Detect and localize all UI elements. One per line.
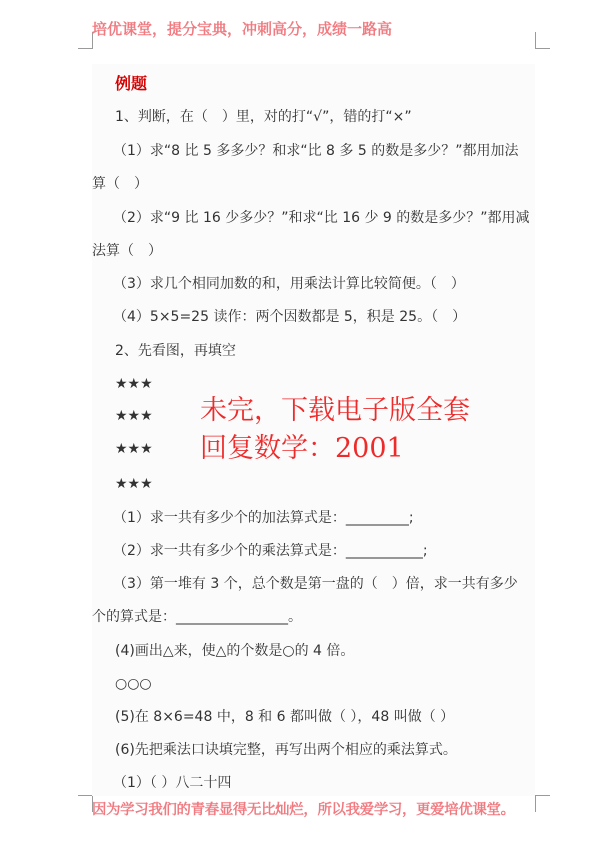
text-line: （1）（ ）八二十四 xyxy=(113,775,232,791)
text-line: 1、判断，在（ ）里，对的打“√”，错的打“×” xyxy=(115,109,412,125)
text-line: 个的算式是：________________。 xyxy=(92,609,302,625)
text-line: （1）求“8 比 5 多多少？和求“比 8 多 5 的数是多少？”都用加法 xyxy=(113,143,519,159)
text-line: （2）求“9 比 16 少多少？”和求“比 16 少 9 的数是多少？”都用减 xyxy=(113,210,530,226)
text-line: (5)在 8×6=48 中，8 和 6 都叫做（ ），48 叫做（ ） xyxy=(115,709,455,725)
text-line: (6)先把乘法口诀填完整，再写出两个相应的乘法算式。 xyxy=(115,742,457,758)
text-line: ★★★ xyxy=(115,408,153,424)
text-line: (4)画出△来，使△的个数是○的 4 倍。 xyxy=(115,643,355,659)
text-line: （1）求一共有多少个的加法算式是：_________; xyxy=(113,510,414,526)
text-line: （3）求几个相同加数的和，用乘法计算比较简便。（ ） xyxy=(113,276,465,292)
text-line: （4）5×5=25 读作：两个因数都是 5，积是 25。（ ） xyxy=(113,309,467,325)
corner-mark xyxy=(78,795,93,812)
text-line: ★★★ xyxy=(115,476,153,492)
text-line: 法算（ ） xyxy=(92,243,162,259)
text-line: （2）求一共有多少个的乘法算式是：___________; xyxy=(113,543,428,559)
corner-mark xyxy=(535,795,550,812)
page-header: 培优课堂，提分宝典，冲刺高分，成绩一路高 xyxy=(92,20,393,38)
corner-mark xyxy=(535,32,550,49)
text-line: （3）第一堆有 3 个，总个数是第一盘的（ ）倍，求一共有多少 xyxy=(113,576,518,592)
text-line: ★★★ xyxy=(115,441,153,457)
corner-mark xyxy=(78,32,93,49)
section-title: 例题 xyxy=(115,74,148,93)
text-line: 算（ ） xyxy=(92,176,148,192)
page-footer: 因为学习我们的青春显得无比灿烂，所以我爱学习，更爱培优课堂。 xyxy=(92,801,515,818)
watermark-line: 回复数学：2001 xyxy=(200,433,404,464)
watermark-line: 未完，下载电子版全套 xyxy=(200,395,470,426)
text-line: 2、先看图，再填空 xyxy=(115,343,236,359)
text-line: ○○○ xyxy=(115,676,152,692)
text-line: ★★★ xyxy=(115,376,153,392)
